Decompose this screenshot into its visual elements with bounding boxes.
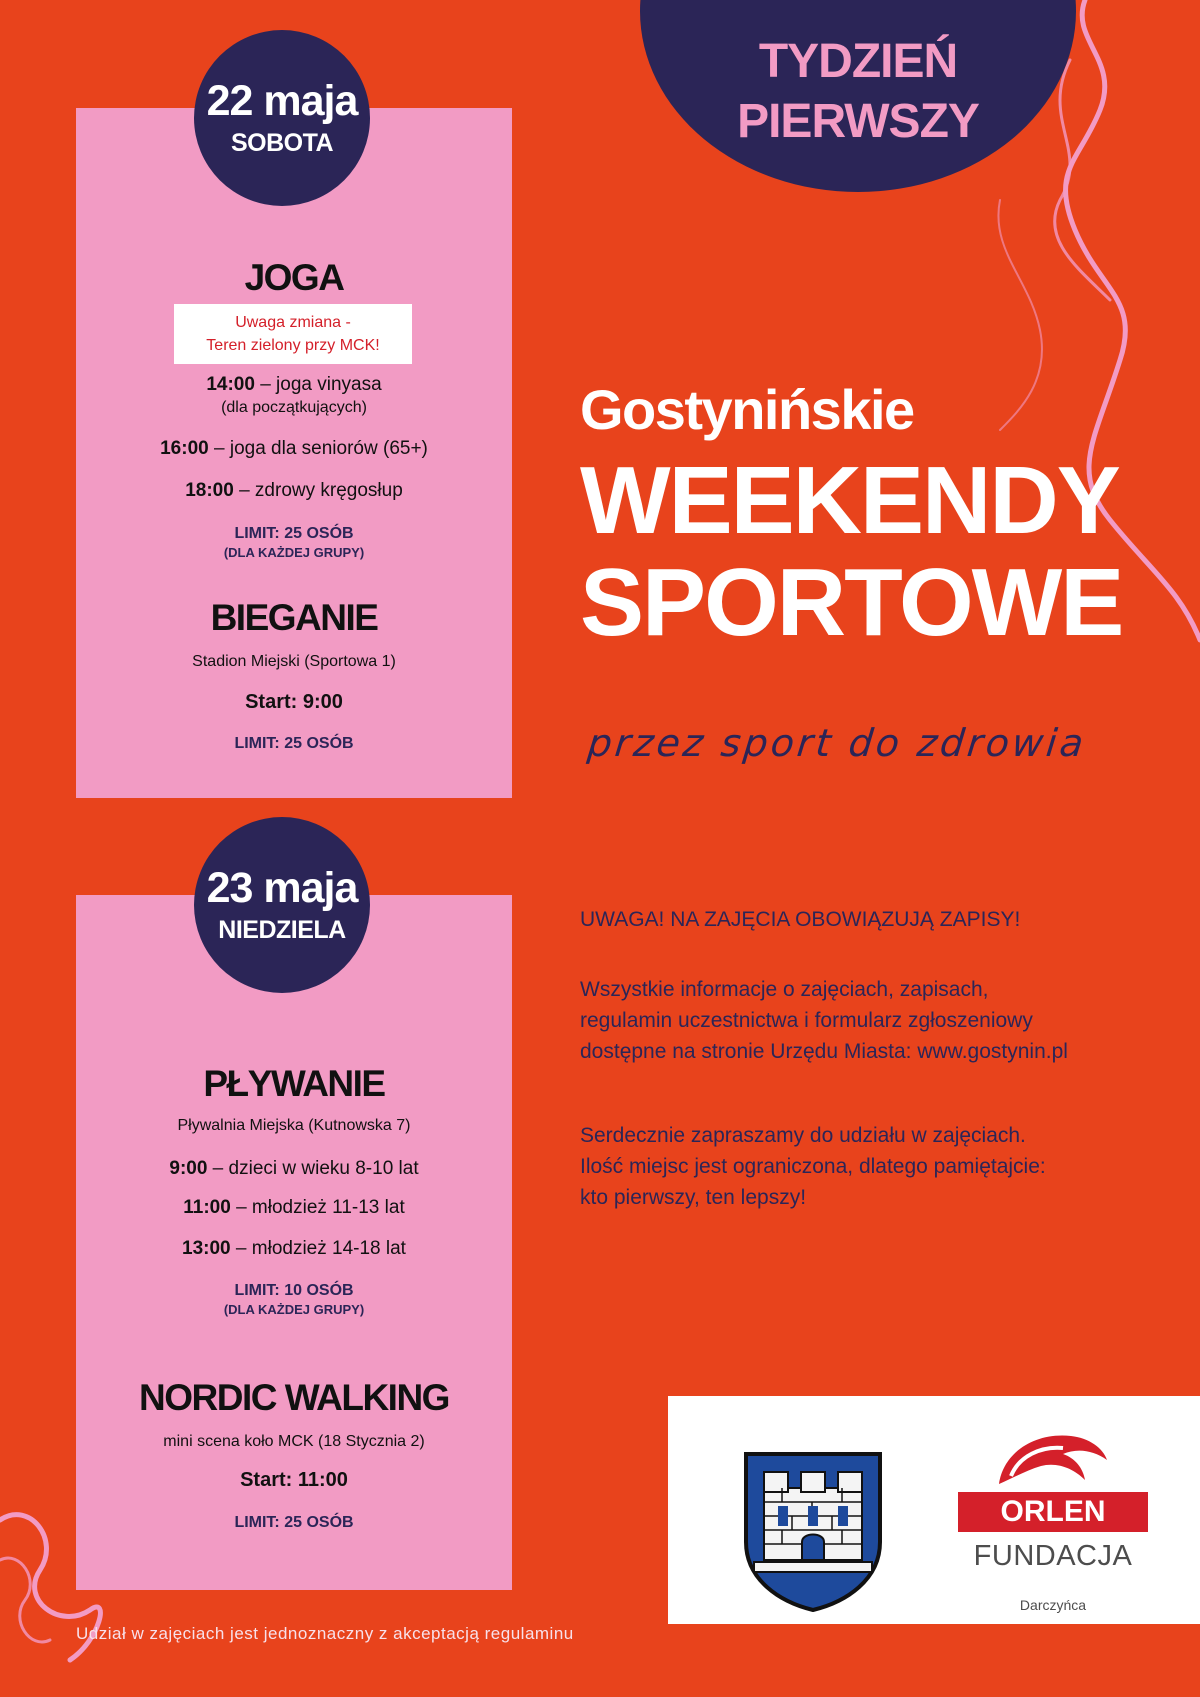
running-heading: BIEGANIE (210, 597, 378, 638)
sunday-date: 23 maja (206, 864, 358, 912)
swimming-session-1: 9:00 – dzieci w wieku 8-10 lat (169, 1158, 419, 1179)
yoga-location-notice (174, 304, 412, 364)
swimming-session-2: 11:00 – młodzież 11-13 lat (183, 1197, 405, 1218)
sponsor-logos-panel (668, 1396, 1200, 1624)
event-tagline: przez sport do zdrowia (585, 721, 1089, 765)
yoga-limit: LIMIT: 25 OSÓB (234, 525, 354, 542)
running-limit: LIMIT: 25 OSÓB (234, 735, 354, 752)
footer-note: Udział w zajęciach jest jednoznaczny z akceptacją regulaminu (76, 1624, 574, 1643)
yoga-session-3: 18:00 – zdrowy kręgosłup (185, 480, 403, 501)
week-label (640, 32, 1076, 152)
nordic-heading: NORDIC WALKING (139, 1377, 449, 1418)
info-line: regulamin uczestnictwa i formularz zgłoszeniowy (580, 1009, 1033, 1032)
registration-warning: UWAGA! NA ZAJĘCIA OBOWIĄZUJĄ ZAPISY! (580, 908, 1021, 931)
info-paragraph-1 (580, 974, 1160, 1067)
nordic-limit: LIMIT: 25 OSÓB (234, 1514, 354, 1531)
swimming-heading: PŁYWANIE (203, 1063, 385, 1104)
info-line: dostępne na stronie Urzędu Miasta: www.gostynin.pl (580, 1040, 1068, 1063)
info-line: kto pierwszy, ten lepszy! (580, 1186, 807, 1209)
notice-line-2: Teren zielony przy MCK! (206, 337, 380, 354)
saturday-date: 22 maja (206, 77, 358, 125)
event-title-small: Gostynińskie (580, 378, 914, 441)
orlen-eagle-icon (993, 1426, 1113, 1488)
event-title-line-2: SPORTOWE (580, 549, 1123, 656)
yoga-session-1-note: (dla początkujących) (221, 399, 367, 416)
notice-line-1: Uwaga zmiana - (235, 314, 351, 331)
info-line: Serdecznie zapraszamy do udziału w zajęciach. (580, 1124, 1026, 1147)
running-start: Start: 9:00 (245, 691, 343, 713)
yoga-session-2: 16:00 – joga dla seniorów (65+) (160, 438, 428, 459)
week-line-2: PIERWSZY (737, 95, 979, 148)
running-location: Stadion Miejski (Sportowa 1) (192, 653, 396, 670)
swimming-location: Pływalnia Miejska (Kutnowska 7) (177, 1117, 411, 1134)
nordic-location: mini scena koło MCK (18 Stycznia 2) (163, 1433, 425, 1450)
city-coat-of-arms-icon (742, 1450, 884, 1614)
swimming-session-3: 13:00 – młodzież 14-18 lat (182, 1238, 406, 1259)
info-paragraph-2 (580, 1120, 1160, 1213)
event-title-line-1: WEEKENDY (580, 447, 1119, 554)
sunday-day: NIEDZIELA (218, 916, 346, 944)
saturday-date-badge (194, 30, 370, 206)
donor-label: Darczyńca (1019, 1597, 1087, 1613)
swimming-limit: LIMIT: 10 OSÓB (234, 1282, 354, 1299)
fundacja-text: FUNDACJA (973, 1540, 1133, 1572)
week-line-1: TYDZIEŃ (758, 35, 958, 88)
saturday-day: SOBOTA (230, 129, 334, 157)
event-title-big (580, 447, 1123, 656)
sunday-date-badge (194, 817, 370, 993)
nordic-start: Start: 11:00 (240, 1469, 348, 1491)
yoga-limit-note: (DLA KAŻDEJ GRUPY) (223, 545, 365, 560)
yoga-session-1: 14:00 – joga vinyasa (206, 374, 382, 395)
swimming-limit-note: (DLA KAŻDEJ GRUPY) (223, 1302, 365, 1317)
info-line: Ilość miejsc jest ograniczona, dlatego pamiętajcie: (580, 1155, 1046, 1178)
orlen-logo-text: ORLEN (958, 1492, 1148, 1532)
info-line: Wszystkie informacje o zajęciach, zapisach, (580, 978, 989, 1001)
yoga-heading: JOGA (244, 257, 344, 298)
